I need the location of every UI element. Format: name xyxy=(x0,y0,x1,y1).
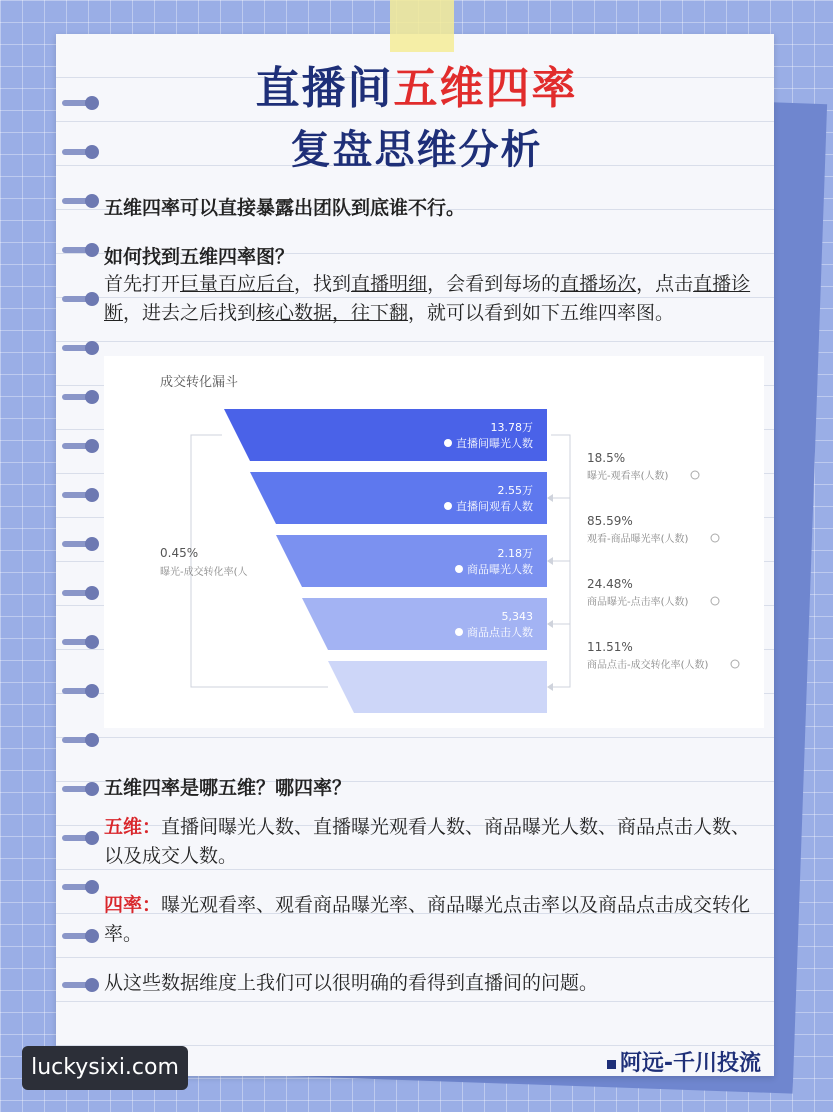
binder-ring xyxy=(62,443,92,449)
rate-bracket xyxy=(551,435,570,498)
author-name: 阿远-千川投流 xyxy=(619,1051,761,1076)
overall-rate-label: 曝光-成交转化率(人 xyxy=(160,567,248,578)
rate-label: 观看-商品曝光率(人数) xyxy=(587,534,689,545)
binder-ring xyxy=(62,492,92,498)
binder-ring xyxy=(62,541,92,547)
title-highlight: 五维四率 xyxy=(393,63,578,114)
five-dims-paragraph xyxy=(104,813,764,871)
info-icon xyxy=(455,565,463,573)
stage-value: 2.18万 xyxy=(497,547,533,560)
binder-ring xyxy=(62,786,92,792)
funnel-chart xyxy=(104,356,764,728)
how-text: ，找到 xyxy=(294,273,352,295)
how-heading: 如何找到五维四率图？ xyxy=(104,246,295,268)
binder-ring xyxy=(62,639,92,645)
binder-ring xyxy=(62,737,92,743)
conclusion-text: 从这些数据维度上我们可以很明确的看得到直播间的问题。 xyxy=(104,972,599,994)
binder-ring xyxy=(62,982,92,988)
stage-value: 13.78万 xyxy=(490,421,533,434)
four-rates-label: 四率： xyxy=(104,894,162,916)
stage-value: 5,343 xyxy=(501,610,533,623)
stage-label: 直播间观看人数 xyxy=(456,500,533,513)
binder-ring xyxy=(62,933,92,939)
funnel-stage xyxy=(250,472,547,524)
binder-ring xyxy=(62,835,92,841)
tape-decoration xyxy=(390,0,454,52)
how-underline: 直播诊断 xyxy=(104,273,751,324)
rate-value: 18.5% xyxy=(587,451,626,465)
bullet-square-icon xyxy=(607,1060,616,1069)
how-text: ，进去之后找到 xyxy=(123,302,257,324)
binder-ring xyxy=(62,296,92,302)
rate-bracket xyxy=(551,561,570,624)
how-text: ，会看到每场的 xyxy=(427,273,561,295)
rate-bracket xyxy=(551,498,570,561)
how-underline: 直播明细 xyxy=(351,273,428,295)
info-icon xyxy=(711,597,719,605)
binder-ring xyxy=(62,345,92,351)
binder-ring xyxy=(62,247,92,253)
stage-label: 商品曝光人数 xyxy=(467,563,533,576)
how-underline: 核心数据，往下翻 xyxy=(256,302,409,324)
funnel-stage xyxy=(224,409,547,461)
rate-value: 85.59% xyxy=(587,514,633,528)
how-text: ，点击 xyxy=(636,273,694,295)
info-icon xyxy=(444,502,452,510)
stage-label: 直播间曝光人数 xyxy=(456,437,533,450)
overall-rate-value: 0.45% xyxy=(160,546,199,560)
how-underline: 直播场次 xyxy=(560,273,637,295)
rate-value: 24.48% xyxy=(587,577,633,591)
info-icon xyxy=(691,471,699,479)
title-part1: 直播间 xyxy=(255,63,394,114)
chart-title: 成交转化漏斗 xyxy=(160,375,239,390)
bracket-arrow xyxy=(547,683,553,691)
funnel-stage xyxy=(276,535,547,587)
binder-ring xyxy=(62,394,92,400)
four-rates-text: 曝光观看率、观看商品曝光率、商品曝光点击率以及商品点击成交转化率。 xyxy=(104,894,751,945)
author-credit xyxy=(607,1046,761,1077)
info-icon xyxy=(731,660,739,668)
rate-label: 商品点击-成交转化率(人数) xyxy=(587,660,709,671)
funnel-stage xyxy=(328,661,547,713)
stage-label: 商品点击人数 xyxy=(467,626,533,639)
watermark-badge: luckysixi.com xyxy=(22,1046,188,1090)
page-subtitle: 复盘思维分析 xyxy=(290,127,543,173)
four-rates-paragraph xyxy=(104,891,764,949)
five-dims-label: 五维： xyxy=(104,816,162,838)
binder-ring xyxy=(62,590,92,596)
page-title xyxy=(0,52,833,116)
intro-text: 五维四率可以直接暴露出团队到底谁不行。 xyxy=(104,197,466,219)
five-four-heading: 五维四率是哪五维？哪四率？ xyxy=(104,777,352,799)
rate-label: 商品曝光-点击率(人数) xyxy=(587,597,689,608)
info-icon xyxy=(444,439,452,447)
info-icon xyxy=(455,628,463,636)
how-paragraph xyxy=(104,270,764,328)
info-icon xyxy=(711,534,719,542)
funnel-chart-card xyxy=(104,356,764,728)
binder-ring xyxy=(62,884,92,890)
rate-bracket xyxy=(551,624,570,687)
binder-ring xyxy=(62,688,92,694)
how-text: ，就可以看到如下五维四率图。 xyxy=(408,302,675,324)
how-underline: 巨量百应后台 xyxy=(180,273,295,295)
binder-ring xyxy=(62,198,92,204)
rate-label: 曝光-观看率(人数) xyxy=(587,471,669,482)
rate-value: 11.51% xyxy=(587,640,633,654)
how-text: 首先打开 xyxy=(104,273,181,295)
funnel-stage xyxy=(302,598,547,650)
stage-value: 2.55万 xyxy=(497,484,533,497)
five-dims-text: 直播间曝光人数、直播曝光观看人数、商品曝光人数、商品点击人数、以及成交人数。 xyxy=(104,816,751,867)
